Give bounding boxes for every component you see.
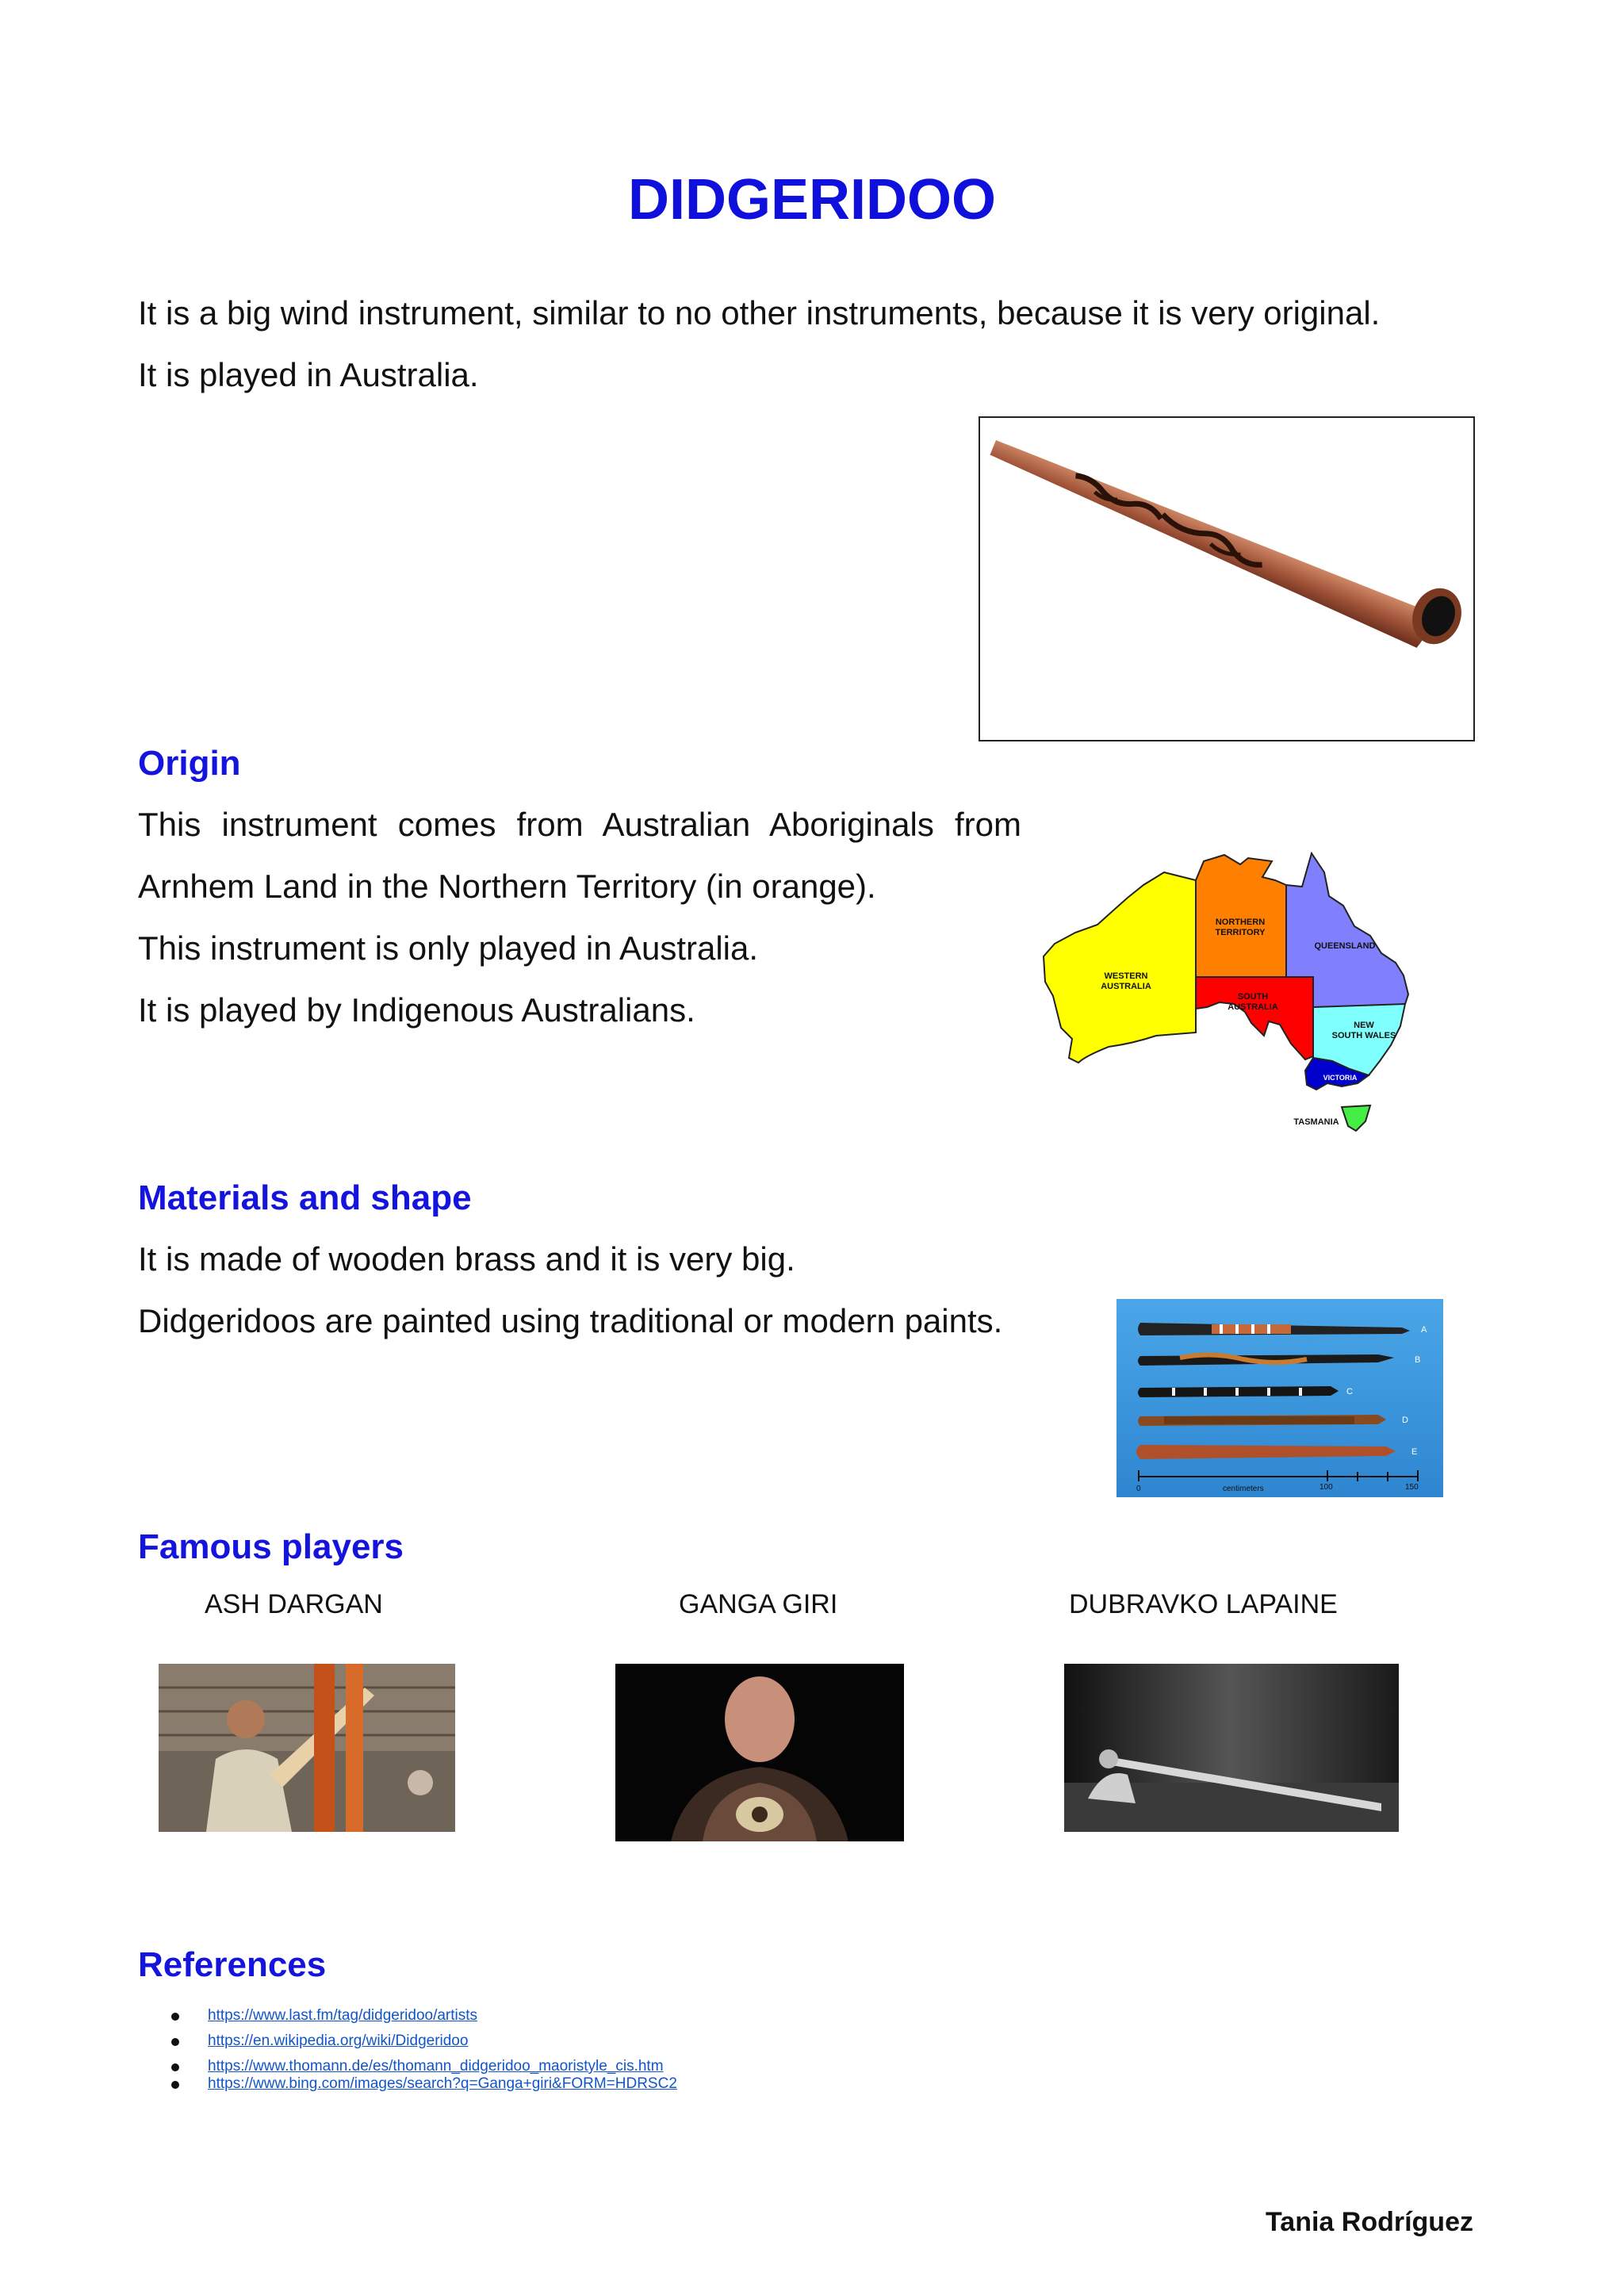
figure-letter-e: E: [1411, 1447, 1418, 1457]
reference-link-thomann[interactable]: https://www.thomann.de/es/thomann_didgeridoo_maoristyle_cis.htm: [208, 2058, 664, 2075]
origin-heading: Origin: [138, 744, 241, 783]
map-label-queensland: QUEENSLAND: [1314, 941, 1376, 951]
page-title: DIDGERIDOO: [627, 168, 997, 232]
figure-letter-c: C: [1346, 1387, 1353, 1397]
scale-label-0: 0: [1136, 1485, 1141, 1493]
player-photo-ganga-giri: [615, 1664, 904, 1841]
materials-line-2: Didgeridoos are painted using traditional or modern paints.: [138, 1302, 1003, 1339]
references-heading: References: [138, 1945, 327, 1984]
didgeridoo-illustration: [980, 418, 1473, 740]
player-name-ganga-giri: GANGA GIRI: [679, 1589, 838, 1619]
bullet-icon: [171, 2081, 179, 2089]
references-list: [171, 2006, 885, 2102]
region-western-australia: [1044, 872, 1196, 1063]
figure-letter-d: D: [1402, 1416, 1408, 1425]
figure-letter-a: A: [1421, 1325, 1427, 1335]
reference-link-wikipedia[interactable]: https://en.wikipedia.org/wiki/Didgeridoo: [208, 2033, 469, 2049]
player-name-dubravko-lapaine: DUBRAVKO LAPAINE: [1069, 1589, 1338, 1619]
bullet-icon: [171, 2063, 179, 2071]
player-name-ash-dargan: ASH DARGAN: [205, 1589, 383, 1619]
intro-line-1: It is a big wind instrument, similar to no other instruments, because it is very original.: [138, 294, 1381, 331]
didgeridoo-type-c: [1138, 1386, 1339, 1397]
didgeridoo-types-figure: [1116, 1299, 1443, 1497]
materials-heading: Materials and shape: [138, 1178, 472, 1217]
didgeridoo-type-b: [1138, 1354, 1394, 1366]
scale-label-150: 150: [1405, 1483, 1419, 1492]
map-label-south-2: AUSTRALIA: [1228, 1002, 1278, 1012]
map-label-western-1: WESTERN: [1104, 971, 1148, 981]
region-tasmania: [1342, 1105, 1370, 1131]
map-label-nsw-1: NEW: [1354, 1021, 1374, 1030]
region-northern-territory: [1196, 855, 1286, 977]
didgeridoo-type-a: [1138, 1323, 1410, 1335]
didgeridoo-photo: [979, 416, 1475, 741]
origin-line-2: Arnhem Land in the Northern Territory (in orange).: [138, 868, 876, 905]
region-south-australia: [1196, 977, 1313, 1059]
player-photo-ash-dargan: [159, 1664, 455, 1832]
australia-map: [1037, 849, 1448, 1134]
bullet-icon: [171, 2038, 179, 2046]
map-label-western-2: AUSTRALIA: [1101, 982, 1151, 991]
map-label-victoria: VICTORIA: [1323, 1074, 1358, 1082]
intro-line-2: It is played in Australia.: [138, 356, 479, 393]
map-label-northern-1: NORTHERN: [1215, 918, 1266, 927]
didgeridoo-type-d: [1138, 1415, 1386, 1426]
player-photo-dubravko-lapaine: [1064, 1664, 1399, 1832]
materials-line-1: It is made of wooden brass and it is very big.: [138, 1240, 795, 1278]
players-heading: Famous players: [138, 1527, 404, 1566]
scale-label-unit: centimeters: [1223, 1485, 1264, 1493]
map-label-nsw-2: SOUTH WALES: [1331, 1031, 1396, 1040]
figure-scale: [1136, 1470, 1419, 1493]
didgeridoo-type-e: [1136, 1445, 1396, 1459]
author-name: Tania Rodríguez: [1266, 2207, 1473, 2237]
reference-link-lastfm[interactable]: https://www.last.fm/tag/didgeridoo/artists: [208, 2007, 478, 2024]
map-label-northern-2: TERRITORY: [1215, 928, 1266, 937]
reference-link-bing[interactable]: https://www.bing.com/images/search?q=Ganga+giri&FORM=HDRSC2: [208, 2075, 677, 2092]
origin-line-4: It is played by Indigenous Australians.: [138, 991, 695, 1029]
figure-letter-b: B: [1415, 1355, 1421, 1365]
origin-line-3: This instrument is only played in Australia.: [138, 929, 759, 967]
map-label-south-1: SOUTH: [1237, 992, 1269, 1002]
bullet-icon: [171, 2013, 179, 2021]
scale-label-100: 100: [1320, 1483, 1333, 1492]
map-label-tasmania: TASMANIA: [1293, 1117, 1339, 1127]
origin-line-1: This instrument comes from Australian Aboriginals from: [138, 806, 1021, 843]
